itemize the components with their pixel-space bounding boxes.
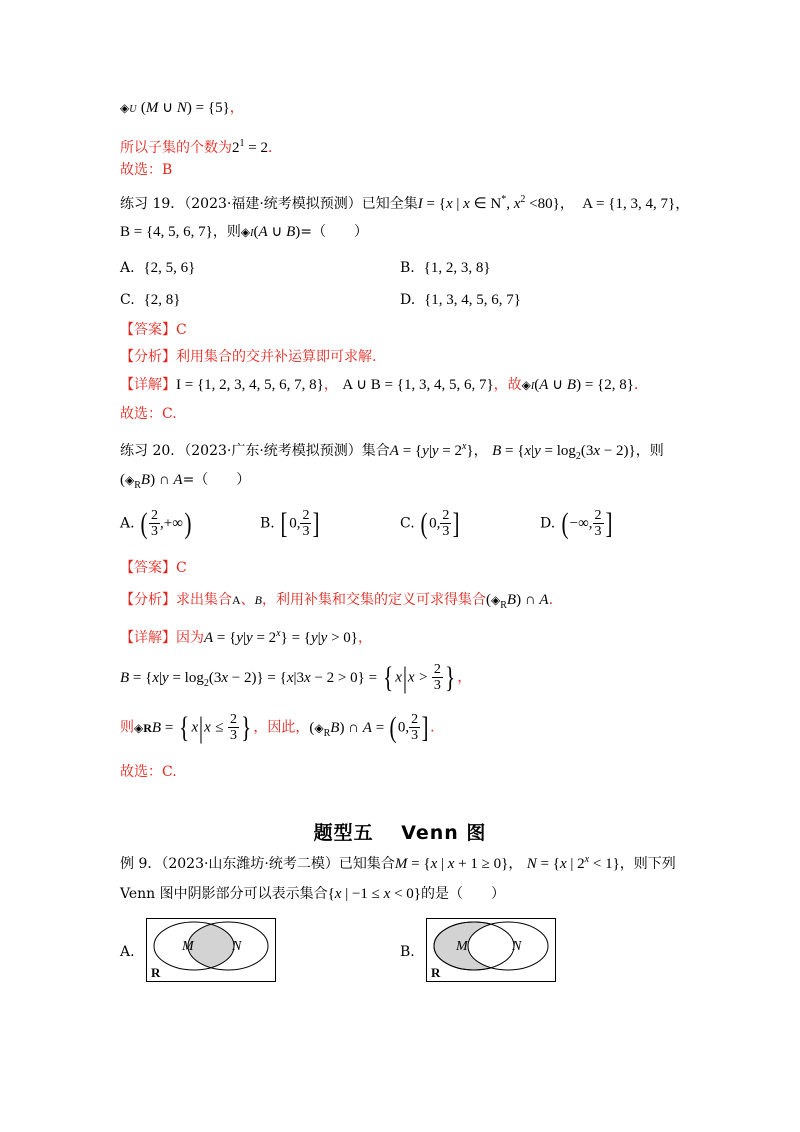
line-subset-count: 所以子集的个数为$2^1 = 2$． [120,138,282,156]
ex19-option-b[interactable]: B. {1, 2, 3, 8} [400,260,491,276]
ex20-choose: 故选：C. [120,764,177,780]
ex20-answer: 【答案】C [120,560,187,576]
venn-b-n-label: N [512,939,522,954]
venn-a-r-label: R [151,965,161,980]
ex9-option-b-label[interactable]: B. [400,944,415,960]
ex19-option-c[interactable]: C. {2, 8} [120,292,181,308]
ex20-option-a[interactable]: A. ( $\frac{2}{3}$ ,+∞) [120,506,192,540]
ex20-option-d[interactable]: D. ( −∞, $\frac{2}{3}$ ] [540,506,613,540]
ex20-question-line2: $(◈_RB)$ ∩ A=（ ） [120,472,251,491]
ex9-option-a-label[interactable]: A. [120,944,135,960]
venn-b-m-label: M [456,939,468,954]
ex19-option-d[interactable]: D. {1, 3, 4, 5, 6, 7} [400,292,521,308]
line-complement-result: ◈U (M ∪ N) = {5}， [120,100,244,116]
venn-a-m-label: M [182,939,194,954]
ex19-answer: 【答案】C [120,322,187,338]
ex20-option-c[interactable]: C. ( 0, $\frac{2}{3}$ ] [400,506,460,540]
ex20-analysis: 【分析】求出集合A、B，利用补集和交集的定义可求得集合$(◈_RB)$ ∩ A. [120,592,554,611]
ex19-analysis: 【分析】利用集合的交并补运算即可求解. [120,349,377,365]
venn-b-r-label: R [431,965,441,980]
ex19-question: 练习 19．（2023·福建·统考模拟预测）已知全集I = {x | x ∈ N*, $x^2 <80$}， A = {1, 3, 4, 7}， [120,194,691,212]
ex9-question-line2: Venn 图中阴影部分可以表示集合{x | −1 ≤ x < 0}的是（ ） [120,886,506,902]
ex20-detail-line2: $B = \{x|y = \log_2(3x - 2)\} = \{x|3x - 2 > 0\}$ = { x|x > $\frac{2}{3}$ } ， [120,660,472,694]
ex20-detail-line3: 则◈RB = { x|x ≤ $\frac{2}{3}$ } ，因此，$(◈_RB)$ ∩ A = ( 0, $\frac{2}{3}$ ] . [120,710,435,744]
ex19-choose: 故选：C. [120,406,177,422]
venn-diagram-a[interactable] [146,918,276,982]
line-choose-b: 故选：B [120,162,173,178]
ex9-question: 例 9．（2023·山东潍坊·统考二模）已知集合M = {x | x + 1 ≥ 0}， N = {x | $2^x < 1$}，则下列 [120,854,676,872]
venn-a-n-label: N [232,939,242,954]
section-title: 题型五 Venn 图 [313,822,487,844]
ex19-question-line2: B = {4, 5, 6, 7}，则◈I(A ∪ B)=（ ） [120,224,369,240]
ex20-detail-line1: 【详解】因为$A = \{y|y = 2^x\} = \{y|y > 0\}$， [120,628,373,646]
ex20-option-b[interactable]: B. [ 0, $\frac{2}{3}$ ] [260,506,320,540]
venn-diagram-b[interactable] [426,918,556,982]
ex19-detail: 【详解】I = {1, 2, 3, 4, 5, 6, 7, 8}， A ∪ B = {1, 3, 4, 5, 6, 7}，故◈I(A ∪ B) = {2, 8}． [120,377,648,393]
ex20-question: 练习 20．（2023·广东·统考模拟预测）集合$A = \{y|y = 2^x\}$， $B = \{x|y = \log_2(3x - 2)\}$，则 [120,441,664,462]
ex19-option-a[interactable]: A. {2, 5, 6} [120,260,196,276]
